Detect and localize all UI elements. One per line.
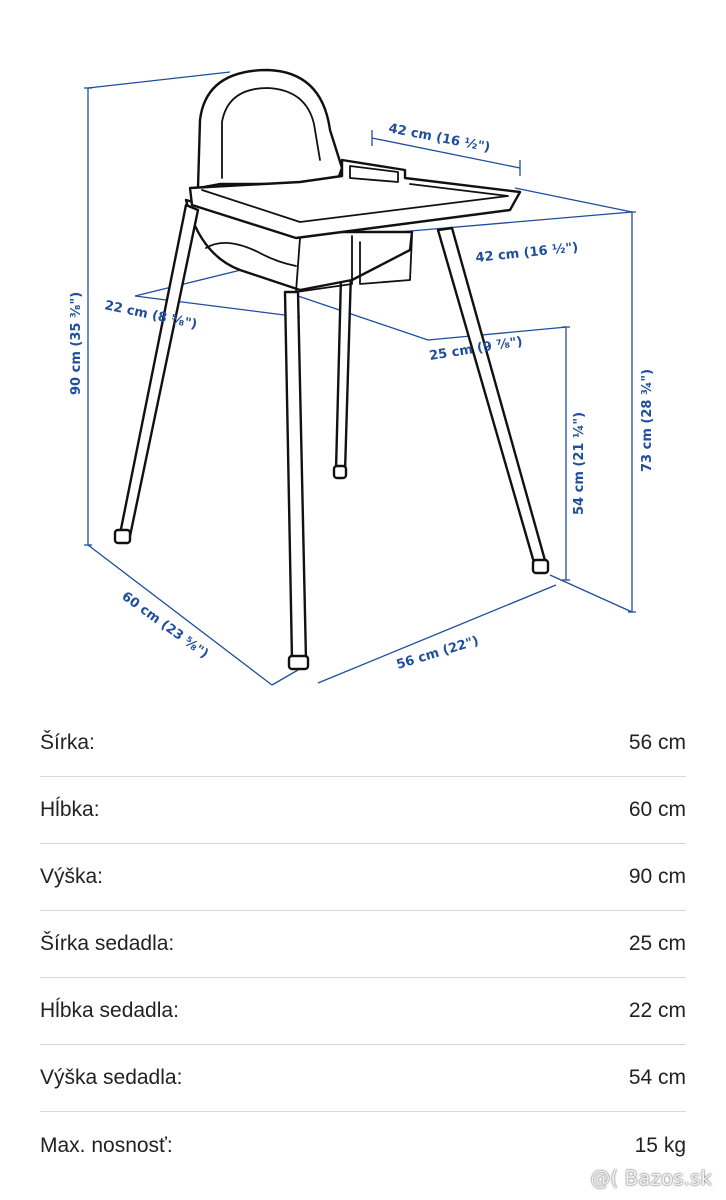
label-tray-height: 73 cm (28 ¾") bbox=[640, 368, 655, 472]
label-width: 56 cm (22") bbox=[394, 633, 481, 673]
label-depth: 60 cm (23 ⁵⁄₈") bbox=[118, 589, 211, 662]
spec-row-seat-width bbox=[40, 911, 686, 978]
label-seat-width: 25 cm (9 ⁷⁄₈") bbox=[428, 334, 524, 364]
spec-row-seat-height bbox=[40, 1045, 686, 1112]
spec-value: 60 cm bbox=[628, 798, 686, 821]
spec-value: 25 cm bbox=[628, 932, 686, 955]
specifications-table bbox=[40, 710, 686, 1179]
label-tray-width: 42 cm (16 ½") bbox=[387, 121, 492, 156]
spec-row-height bbox=[40, 844, 686, 911]
spec-label: Výška: bbox=[40, 865, 104, 888]
spec-value: 54 cm bbox=[628, 1066, 686, 1089]
spec-value: 90 cm bbox=[628, 865, 686, 888]
spec-value: 15 kg bbox=[634, 1133, 686, 1157]
spec-value: 22 cm bbox=[628, 999, 686, 1022]
spec-label: Šírka: bbox=[40, 731, 95, 754]
spec-row-seat-depth bbox=[40, 978, 686, 1045]
spec-label: Max. nosnosť: bbox=[40, 1133, 173, 1157]
label-seat-height: 54 cm (21 ¼") bbox=[572, 411, 587, 515]
label-total-height: 90 cm (35 ³⁄₈") bbox=[69, 291, 84, 395]
label-tray-depth: 42 cm (16 ½") bbox=[474, 240, 579, 266]
spec-label: Šírka sedadla: bbox=[40, 932, 175, 955]
spec-label: Hĺbka sedadla: bbox=[40, 999, 179, 1022]
spec-row-width bbox=[40, 710, 686, 777]
spec-label: Hĺbka: bbox=[40, 798, 100, 821]
spec-row-depth bbox=[40, 777, 686, 844]
label-seat-depth: 22 cm (8 ⁵⁄₈") bbox=[103, 298, 199, 333]
bazos-watermark: @( Bazos.sk bbox=[590, 1166, 712, 1190]
spec-label: Výška sedadla: bbox=[40, 1066, 183, 1089]
spec-value: 56 cm bbox=[628, 731, 686, 754]
